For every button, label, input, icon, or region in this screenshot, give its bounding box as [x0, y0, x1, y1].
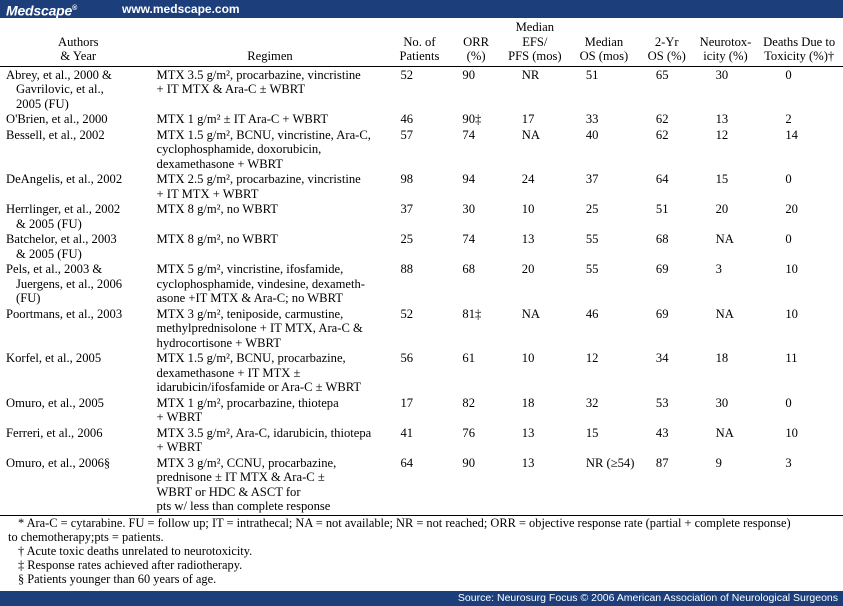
regimen-cell-line: cyclophosphamide, doxorubicin, — [156, 142, 322, 156]
author-cell-line: Korfel, et al., 2005 — [6, 351, 102, 365]
author-cell-line: Bessell, et al., 2002 — [6, 127, 105, 142]
table-row — [0, 261, 843, 306]
author-cell — [0, 306, 154, 351]
efs-cell: 24 — [521, 172, 535, 186]
neurotox-cell: NA — [715, 425, 734, 440]
patients-cell: 52 — [400, 306, 414, 321]
patients-cell: 52 — [400, 67, 414, 82]
patients-cell: 17 — [400, 395, 414, 410]
patients-cell: 88 — [400, 262, 414, 276]
author-cell — [0, 201, 154, 231]
regimen-cell-line: asone +IT MTX & Ara-C; no WBRT — [156, 291, 343, 305]
table-row — [0, 171, 843, 201]
os-cell: 46 — [585, 306, 599, 321]
author-cell-line: Ferreri, et al., 2006 — [6, 425, 103, 440]
footnote-dagger: † Acute toxic deaths unrelated to neurotoxicity. — [18, 544, 253, 558]
os-cell: 55 — [585, 232, 599, 246]
col-efs: Median EFS/ PFS (mos) — [500, 18, 570, 66]
author-cell — [0, 261, 154, 306]
author-cell-line: Omuro, et al., 2005 — [6, 395, 104, 410]
os-cell: 40 — [585, 127, 599, 142]
medscape-header-bar — [0, 0, 843, 18]
author-cell — [0, 171, 154, 201]
regimen-cell-line: WBRT or HDC & ASCT for — [156, 484, 301, 499]
regimen-cell-line: + WBRT — [156, 410, 203, 424]
efs-cell: 10 — [521, 202, 535, 216]
regimen-cell-line: MTX 1 g/m², procarbazine, thiotepa — [156, 395, 339, 410]
site-url: www.medscape.com — [122, 2, 240, 16]
orr-cell: 90 — [452, 455, 499, 516]
medscape-logo: Medscape® — [6, 2, 78, 19]
regimen-cell-line: MTX 5 g/m², vincristine, ifosfamide, — [156, 262, 344, 276]
header-row — [0, 18, 843, 66]
footnotes — [0, 516, 843, 586]
regimen-cell-line: MTX 8 g/m², no WBRT — [156, 202, 278, 216]
neurotox-cell: 15 — [715, 172, 729, 186]
author-cell — [0, 350, 154, 395]
author-cell-line: O'Brien, et al., 2000 — [6, 112, 108, 126]
efs-cell: 17 — [521, 112, 535, 126]
table-row — [0, 201, 843, 231]
neurotox-cell: 3 — [715, 262, 722, 276]
regimen-cell-line: hydrocortisone + WBRT — [156, 335, 281, 350]
patients-cell: 64 — [386, 455, 452, 516]
regimen-cell — [154, 231, 387, 261]
os-2yr-cell: 69 — [655, 306, 669, 321]
os-cell: 51 — [585, 67, 599, 82]
author-cell — [0, 127, 154, 172]
orr-cell: 61 — [462, 351, 475, 365]
os-2yr-cell: 64 — [655, 172, 669, 186]
regimen-cell-line: MTX 3.5 g/m², Ara-C, idarubicin, thiotepa — [156, 425, 372, 440]
os-cell: 25 — [585, 202, 599, 216]
col-os: Median OS (mos) — [570, 18, 638, 66]
table-row — [0, 306, 843, 351]
os-2yr-cell: 87 — [638, 455, 696, 516]
regimen-cell — [154, 66, 387, 111]
regimen-cell-line: MTX 1.5 g/m², BCNU, vincristine, Ara-C, — [156, 127, 371, 142]
table-body — [0, 66, 843, 515]
treatment-table — [0, 18, 843, 516]
regimen-cell-line: MTX 2.5 g/m², procarbazine, vincristine — [156, 172, 361, 186]
orr-cell: 94 — [462, 172, 475, 186]
os-cell: 37 — [585, 172, 599, 186]
regimen-cell-line: MTX 1.5 g/m², BCNU, procarbazine, — [156, 351, 346, 365]
patients-cell: 41 — [400, 425, 414, 440]
author-cell-line: & 2005 (FU) — [16, 216, 82, 231]
deaths-cell: 10 — [785, 262, 798, 276]
regimen-cell-line: + WBRT — [156, 440, 203, 454]
neurotox-cell: 30 — [715, 67, 729, 82]
orr-cell: 74 — [462, 232, 475, 246]
regimen-cell-line: + IT MTX + WBRT — [156, 186, 259, 201]
neurotox-cell: 12 — [715, 127, 729, 142]
orr-cell: 90 — [462, 67, 475, 82]
footnote-double-dagger: ‡ Response rates achieved after radiotherapy. — [18, 558, 243, 572]
orr-cell: 90‡ — [462, 112, 482, 126]
author-cell — [0, 231, 154, 261]
os-2yr-cell: 68 — [655, 232, 669, 246]
neurotox-cell: NA — [715, 232, 734, 246]
author-cell — [0, 66, 154, 111]
deaths-cell: 14 — [785, 127, 798, 142]
neurotox-cell: 20 — [715, 202, 729, 216]
author-cell-line: Abrey, et al., 2000 & — [6, 67, 112, 82]
patients-cell: 98 — [400, 172, 414, 186]
os-cell: NR (≥54) — [570, 455, 638, 516]
deaths-cell: 10 — [785, 425, 798, 440]
regimen-cell — [154, 261, 387, 306]
col-authors: Authors & Year — [0, 18, 154, 66]
os-2yr-cell: 62 — [655, 127, 669, 142]
neurotox-cell: 18 — [715, 351, 729, 365]
footnote-abbrev: * Ara-C = cytarabine. FU = follow up; IT = intrathecal; NA = not available; NR = not reached; ORR = objective response rate (partial + complete response) — [18, 516, 791, 530]
deaths-cell: 0 — [785, 232, 792, 246]
regimen-cell-line: idarubicin/ifosfamide or Ara-C ± WBRT — [156, 380, 362, 394]
col-neurotox: Neurotox- icity (%) — [696, 18, 756, 66]
table-row — [0, 395, 843, 425]
os-cell: 12 — [585, 351, 599, 365]
col-regimen: Regimen — [154, 18, 387, 66]
neurotox-cell: 9 — [696, 455, 756, 516]
orr-cell: 74 — [462, 127, 475, 142]
neurotox-cell: 30 — [715, 395, 729, 410]
deaths-cell: 11 — [785, 351, 798, 365]
regimen-cell-line: MTX 3 g/m², teniposide, carmustine, — [156, 306, 344, 321]
regimen-cell — [154, 455, 387, 516]
regimen-cell-line: MTX 3 g/m², CCNU, procarbazine, — [156, 455, 337, 470]
col-deaths: Deaths Due to Toxicity (%)† — [755, 18, 843, 66]
author-cell-line: Herrlinger, et al., 2002 — [6, 202, 121, 216]
os-2yr-cell: 34 — [655, 351, 669, 365]
efs-cell: 18 — [521, 395, 535, 410]
regimen-cell-line: dexamethasone + IT MTX ± — [156, 365, 301, 380]
regimen-cell-line: + IT MTX & Ara-C ± WBRT — [156, 82, 306, 96]
efs-cell: 13 — [521, 425, 535, 440]
author-cell — [0, 395, 154, 425]
os-2yr-cell: 51 — [655, 202, 669, 216]
author-cell — [0, 425, 154, 455]
os-2yr-cell: 62 — [655, 112, 669, 126]
table-row — [0, 425, 843, 455]
regimen-cell — [154, 350, 387, 395]
efs-cell: 20 — [521, 262, 535, 276]
orr-cell: 82 — [462, 395, 475, 410]
orr-cell: 68 — [462, 262, 475, 276]
orr-cell: 30 — [462, 202, 475, 216]
deaths-cell: 0 — [785, 67, 792, 82]
regimen-cell — [154, 306, 387, 351]
regimen-cell-line: methylprednisolone + IT MTX, Ara-C & — [156, 321, 363, 335]
neurotox-cell: 13 — [715, 112, 729, 126]
os-cell: 55 — [585, 262, 599, 276]
regimen-cell — [154, 127, 387, 172]
os-2yr-cell: 65 — [655, 67, 669, 82]
neurotox-cell: NA — [715, 306, 734, 321]
os-2yr-cell: 43 — [655, 425, 669, 440]
efs-cell: 10 — [521, 351, 535, 365]
regimen-cell-line: MTX 3.5 g/m², procarbazine, vincristine — [156, 67, 361, 82]
source-text: Source: Neurosurg Focus © 2006 American Association of Neurological Surgeons — [457, 592, 838, 604]
os-cell: 33 — [585, 112, 599, 126]
author-cell — [0, 111, 154, 127]
footnote-abbrev-cont: to chemotherapy;pts = patients. — [8, 530, 164, 544]
regimen-cell — [154, 171, 387, 201]
deaths-cell: 0 — [785, 172, 792, 186]
author-cell-line: Poortmans, et al., 2003 — [6, 306, 123, 321]
table-row — [0, 127, 843, 172]
patients-cell: 25 — [400, 232, 414, 246]
footnote-section: § Patients younger than 60 years of age. — [18, 572, 217, 586]
efs-cell: NR — [521, 67, 540, 82]
patients-cell: 46 — [400, 112, 414, 126]
regimen-cell-line: dexamethasone + WBRT — [156, 156, 283, 171]
regimen-cell — [154, 111, 387, 127]
source-bar — [0, 591, 843, 606]
efs-cell: 13 — [521, 232, 535, 246]
col-2yr-os: 2-Yr OS (%) — [638, 18, 696, 66]
table-row — [0, 350, 843, 395]
patients-cell: 57 — [400, 127, 414, 142]
deaths-cell: 3 — [755, 455, 843, 516]
patients-cell: 37 — [400, 202, 414, 216]
table-row — [0, 231, 843, 261]
author-cell-line: 2005 (FU) — [16, 96, 69, 111]
regimen-cell-line: MTX 1 g/m² ± IT Ara-C + WBRT — [156, 112, 329, 126]
regimen-cell-line: MTX 8 g/m², no WBRT — [156, 232, 278, 246]
author-cell-line: Pels, et al., 2003 & — [6, 262, 103, 276]
regimen-cell — [154, 425, 387, 455]
table-row — [0, 66, 843, 111]
table-row — [0, 455, 843, 516]
author-cell — [0, 455, 154, 516]
author-cell-line: DeAngelis, et al., 2002 — [6, 172, 123, 186]
os-2yr-cell: 69 — [655, 262, 669, 276]
os-cell: 15 — [585, 425, 599, 440]
author-cell-line: & 2005 (FU) — [16, 246, 82, 261]
regimen-cell — [154, 201, 387, 231]
col-patients: No. of Patients — [386, 18, 452, 66]
author-cell-line: Juergens, et al., 2006 — [16, 276, 123, 291]
efs-cell: NA — [521, 127, 540, 142]
patients-cell: 56 — [400, 351, 414, 365]
author-cell-line: Batchelor, et al., 2003 — [6, 232, 117, 246]
orr-cell: 76 — [462, 425, 475, 440]
table-row — [0, 111, 843, 127]
col-orr: ORR (%) — [452, 18, 499, 66]
os-cell: 32 — [585, 395, 599, 410]
regimen-cell-line: prednisone ± IT MTX & Ara-C ± — [156, 470, 325, 484]
deaths-cell: 2 — [785, 112, 792, 126]
regimen-cell — [154, 395, 387, 425]
deaths-cell: 0 — [785, 395, 792, 410]
deaths-cell: 10 — [785, 306, 798, 321]
regimen-cell-line: cyclophosphamide, vindesine, dexameth- — [156, 276, 365, 291]
efs-cell: 13 — [500, 455, 570, 516]
efs-cell: NA — [521, 306, 540, 321]
author-cell-line: (FU) — [16, 291, 41, 305]
os-2yr-cell: 53 — [655, 395, 669, 410]
table-container — [0, 18, 843, 516]
regimen-cell-line: pts w/ less than complete response — [156, 499, 331, 513]
orr-cell: 81‡ — [462, 306, 482, 321]
deaths-cell: 20 — [785, 202, 798, 216]
author-cell-line: Omuro, et al., 2006§ — [6, 455, 111, 470]
author-cell-line: Gavrilovic, et al., — [16, 82, 104, 96]
